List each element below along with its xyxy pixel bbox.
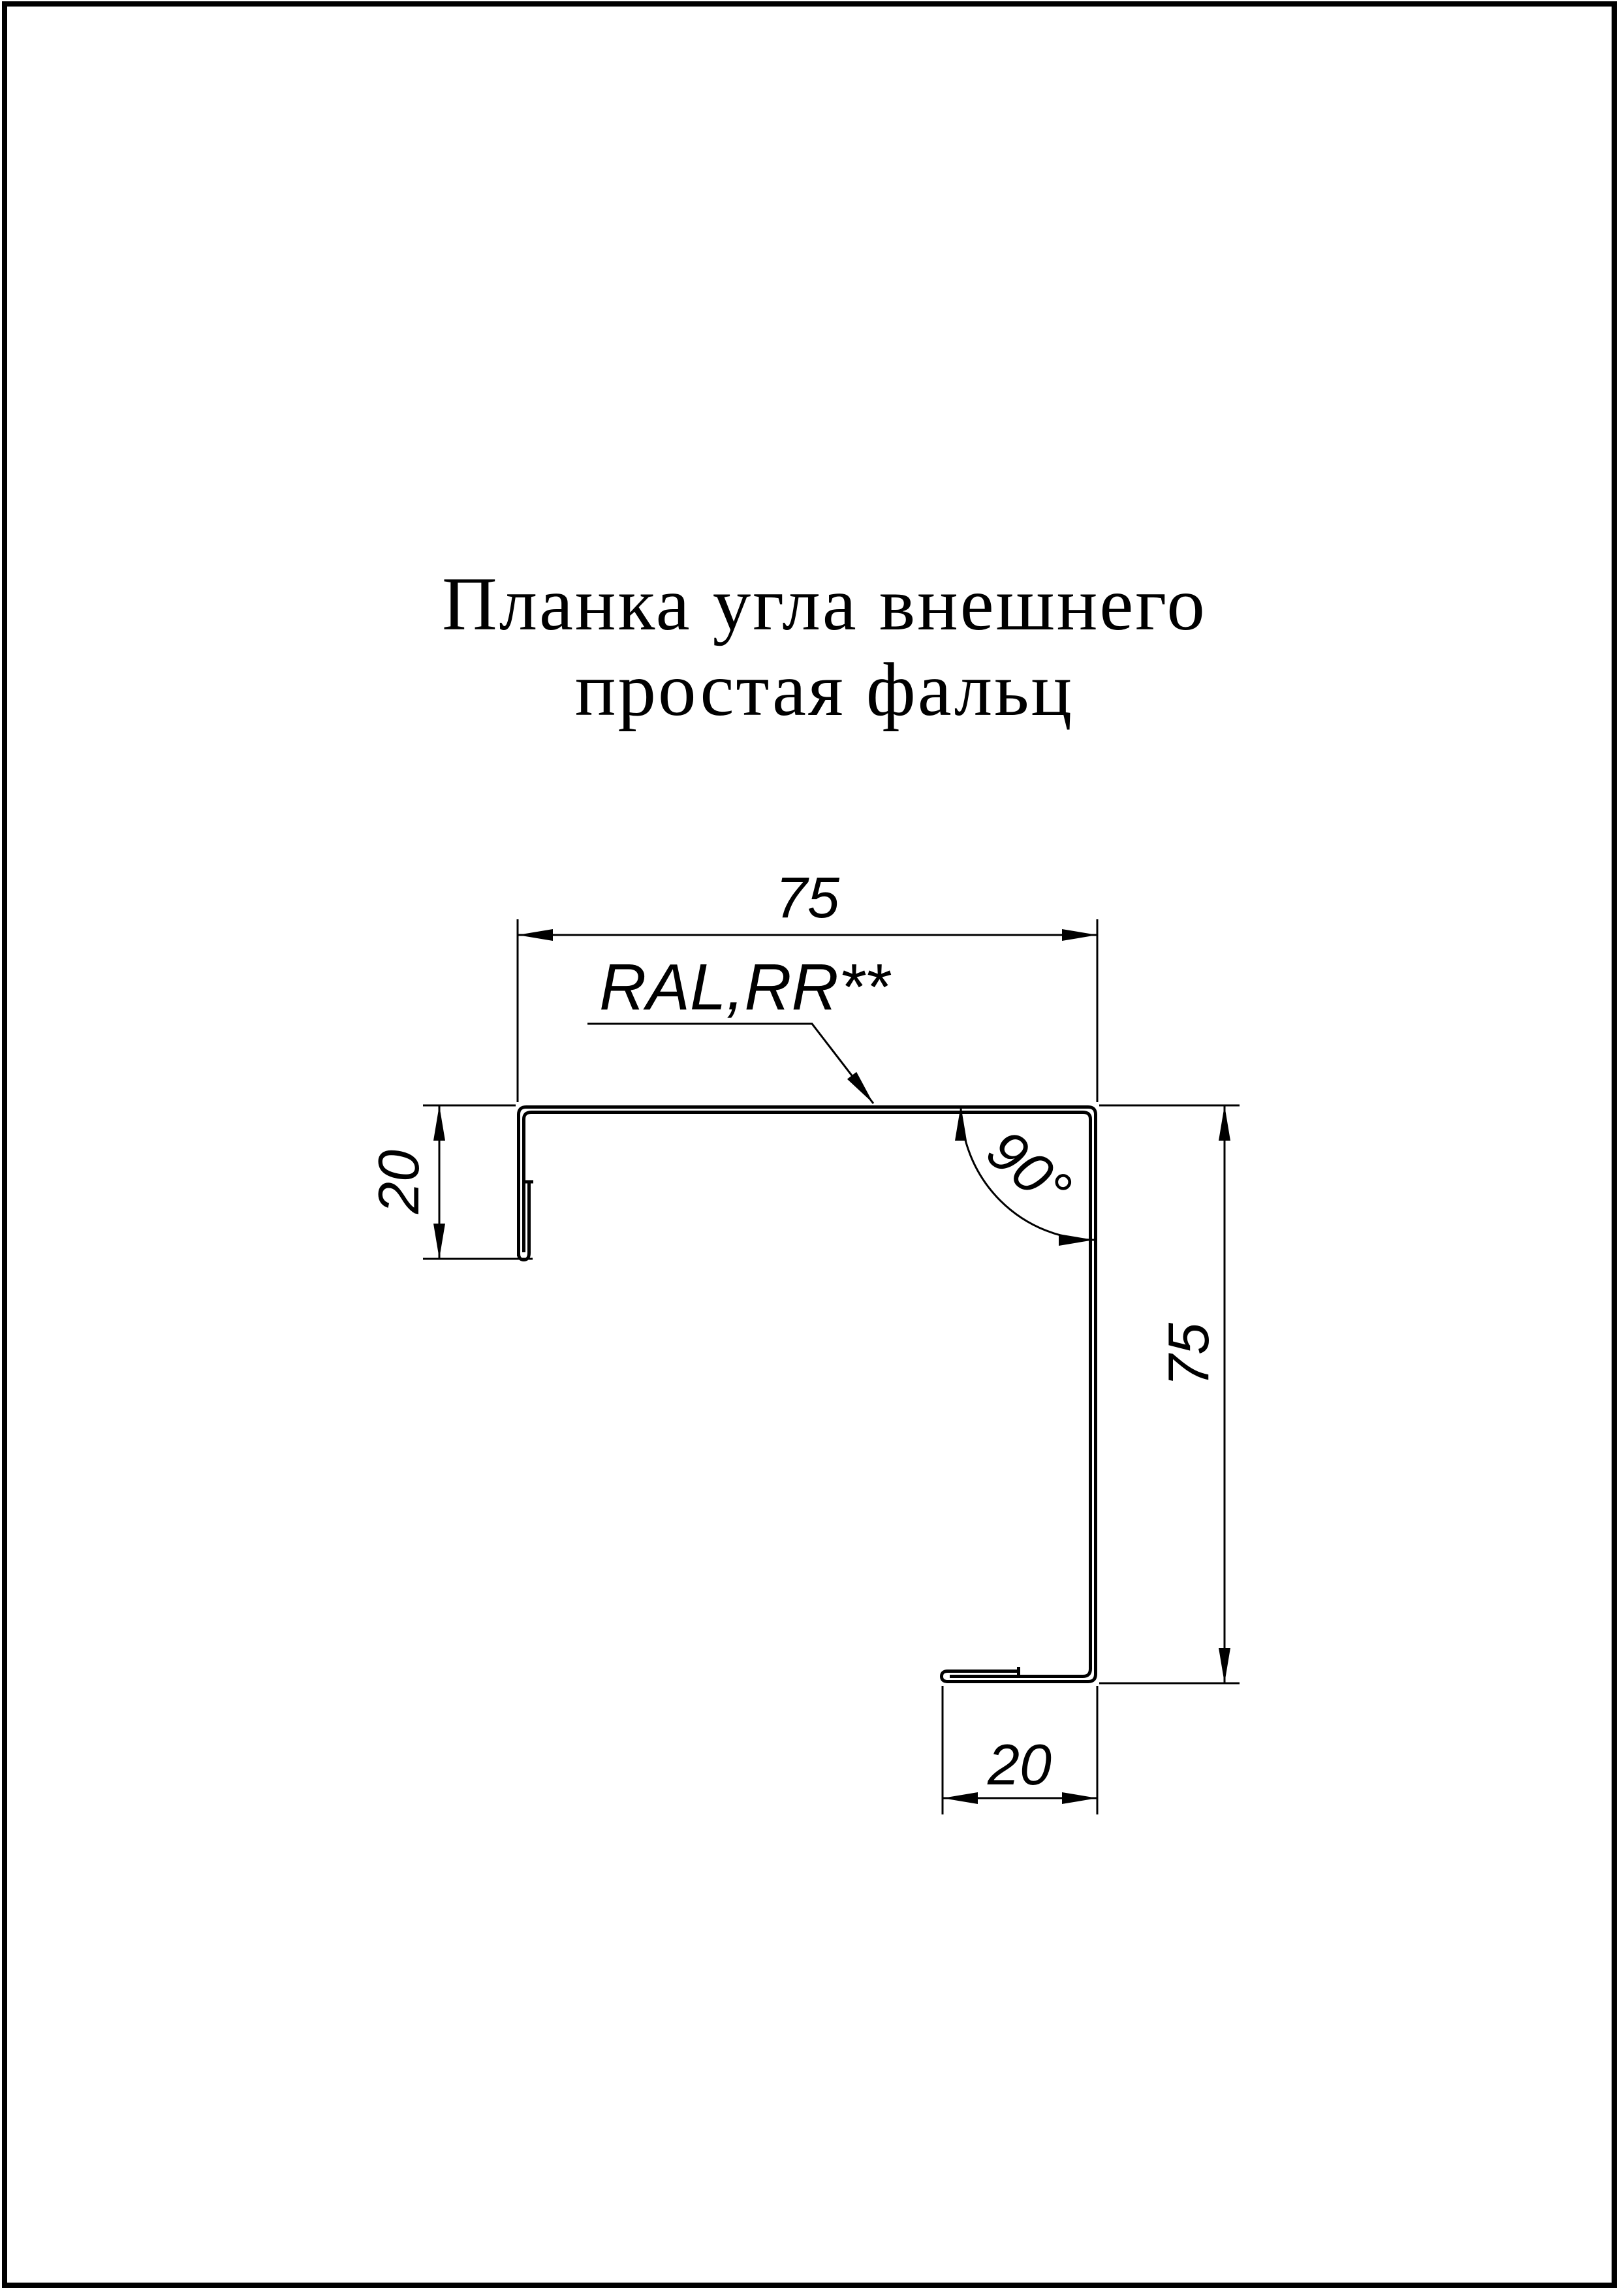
arrowhead-top — [1219, 1105, 1230, 1141]
title-line-1: Планка угла внешнего — [442, 562, 1207, 646]
arrowhead-right — [1062, 1792, 1097, 1804]
arrowhead-top — [433, 1105, 445, 1141]
dimension-right-height — [1099, 1105, 1240, 1683]
leader-line — [587, 1024, 873, 1103]
dimension-bottom-flange — [943, 1686, 1097, 1814]
material-label: RAL,RR** — [599, 951, 890, 1024]
material-leader — [587, 951, 892, 1103]
dimension-angle — [955, 1105, 1095, 1246]
dim-top-width-label: 75 — [775, 865, 839, 930]
arrowhead-leader — [847, 1072, 873, 1103]
arrowhead-left — [518, 929, 553, 941]
arrowhead-arc-side — [1059, 1234, 1094, 1246]
left-hem-line — [519, 1182, 534, 1260]
arrowhead-right — [1062, 929, 1097, 941]
dimension-left-flange — [366, 1105, 533, 1259]
angle-label: 90° — [975, 1116, 1084, 1222]
dim-bottom-flange-label: 20 — [988, 1732, 1052, 1797]
title-line-2: простая фальц — [574, 648, 1074, 732]
arrowhead-bottom — [1219, 1648, 1230, 1683]
arrowhead-bottom — [433, 1224, 445, 1259]
arrowhead-left — [943, 1792, 978, 1804]
dim-left-flange-label: 20 — [366, 1150, 431, 1214]
dim-right-height-label: 75 — [1155, 1323, 1221, 1387]
profile-inner-line — [524, 1113, 1091, 1677]
bottom-hem-line — [942, 1667, 1019, 1682]
